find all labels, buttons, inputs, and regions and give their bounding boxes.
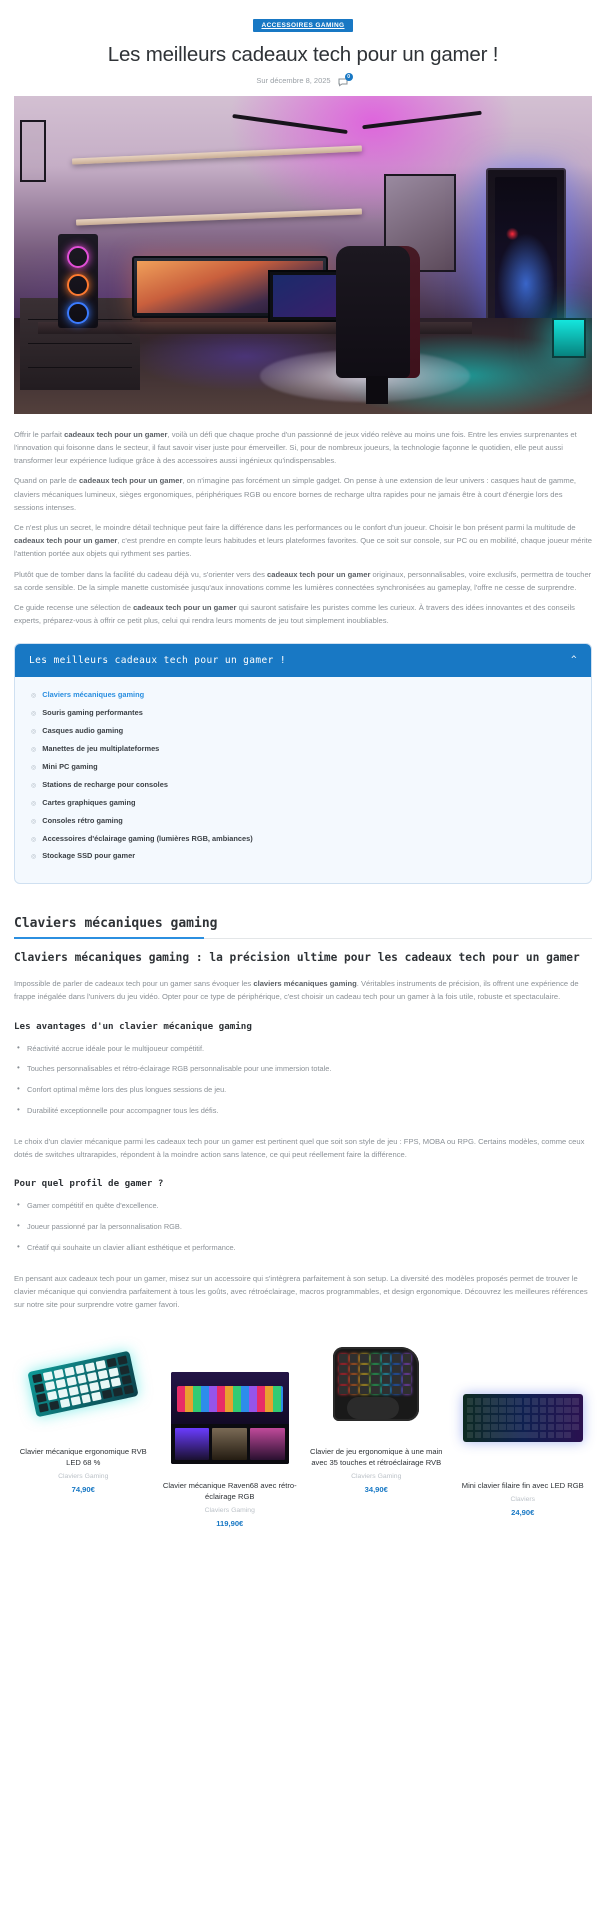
circle-dot-icon: ◎ [31, 854, 37, 861]
article-intro [0, 414, 606, 628]
circle-dot-icon: ◎ [31, 836, 37, 843]
intro-p2-text-c: , on n'imagine pas forcément un simple gadget. On pense à une extension de leur univers : casques haut de gamme, claviers mécaniques lumineux, sièges ergonomiques, périphériques RGB ou encore bornes de recharge ultra rapides pour ne jamais être à court d'énergie lors des sessions intenses. [14, 476, 577, 512]
hero-speaker [58, 234, 98, 328]
product-price: 74,90€ [71, 1485, 95, 1495]
toc-list [15, 677, 591, 883]
intro-paragraph-3 [14, 521, 592, 561]
section-paragraph-1 [14, 977, 592, 1003]
toc-link-stations-de-recharge-pour-consoles[interactable]: Stations de recharge pour consoles [42, 779, 168, 789]
list-item[interactable] [31, 851, 575, 861]
list-item[interactable] [31, 690, 575, 700]
circle-dot-icon: ◎ [31, 818, 37, 825]
section-p1-keyword: claviers mécaniques gaming [253, 979, 357, 989]
list-item[interactable] [31, 798, 575, 808]
heading-gamer-profile: Pour quel profil de gamer ? [14, 1178, 164, 1190]
circle-dot-icon: ◎ [31, 764, 37, 771]
list-item[interactable] [31, 762, 575, 772]
intro-paragraph-1 [14, 428, 592, 468]
toc-title: Les meilleurs cadeaux tech pour un gamer ! [29, 655, 287, 667]
section-paragraph-2: Le choix d'un clavier mécanique parmi les cadeaux tech pour un gamer est pertinent quel que soit son style de jeu : FPS, MOBA ou RPG. Certains modèles, comme ceux dotés de switches ultrarapides, répondent à la moindre action sans latence, ce qui peut réellement faire la différence. [14, 1136, 585, 1160]
table-of-contents [14, 643, 592, 884]
product-image-mini-wired-rgb-keyboard [454, 1364, 593, 1472]
list-item[interactable] [31, 708, 575, 718]
toc-link-casques-audio-gaming[interactable]: Casques audio gaming [42, 726, 124, 736]
product-image-mechanical-keyboard-teal-white [14, 1330, 153, 1438]
intro-p1-keyword: cadeaux tech pour un gamer [64, 429, 168, 439]
list-item: • Gamer compétitif en quête d'excellence. [14, 1200, 592, 1212]
comment-count-badge: 0 [345, 73, 353, 81]
intro-p5-keyword: cadeaux tech pour un gamer [133, 603, 237, 612]
product-image-raven68-rgb-keyboard [161, 1364, 300, 1472]
product-brand: Claviers Gaming [351, 1473, 402, 1481]
intro-p2-keyword: cadeaux tech pour un gamer [79, 476, 183, 486]
product-name[interactable]: Mini clavier filaire fin avec LED RGB [461, 1481, 584, 1491]
section-p1-text-a: Impossible de parler de cadeaux tech pour un gamer sans évoquer les [14, 979, 254, 989]
list-item: • Confort optimal même lors des plus longues sessions de jeu. [14, 1084, 592, 1096]
section-heading-claviers-mecaniques-gaming: Claviers mécaniques gaming [14, 916, 592, 939]
circle-dot-icon: ◎ [31, 711, 37, 718]
product-brand: Claviers [510, 1496, 536, 1504]
hero-gaming-chair [336, 246, 420, 378]
toc-link-mini-pc-gaming[interactable]: Mini PC gaming [42, 761, 98, 771]
list-item: • Créatif qui souhaite un clavier alliant esthétique et performance. [14, 1242, 592, 1254]
circle-dot-icon: ◎ [31, 729, 37, 736]
intro-paragraph-2 [14, 474, 592, 514]
intro-p4-text-a: Plutôt que de tomber dans la facilité du cadeau déjà vu, s'orienter vers des [14, 569, 268, 579]
intro-p4-keyword: cadeaux tech pour un gamer [267, 569, 371, 579]
section-p1-text-c: . Véritables instruments de précision, ils offrent une expérience de frappe inégalée dans l'univers du jeu vidéo. Opter pour ce type de périphérique, c'est choisir un cadeau tech pour un gamer à la fois utile, robuste et spectaculaire. [14, 979, 579, 1002]
product-price: 34,90€ [364, 1485, 388, 1495]
product-brand: Claviers Gaming [58, 1473, 109, 1481]
toc-link-cartes-graphiques-gaming[interactable]: Cartes graphiques gaming [42, 797, 136, 807]
list-item: • Durabilité exceptionnelle pour accompagner tous les défis. [14, 1105, 592, 1117]
circle-dot-icon: ◎ [31, 800, 37, 807]
intro-p3-keyword: cadeaux tech pour un gamer [14, 536, 118, 546]
list-item[interactable] [31, 744, 575, 754]
advantages-list [14, 1043, 592, 1117]
intro-p3-text-c: , c'est prendre en compte leurs habitudes et leurs plateformes favorites. Que ce soit sur console, sur PC ou en mobilité, chaque joueur mérite l'attention portée aux objets qui rythment ses parties. [14, 536, 593, 559]
toc-link-consoles-retro-gaming[interactable]: Consoles rétro gaming [42, 815, 123, 825]
intro-p4-text-c: originaux, personnalisables, voire exclusifs, permettra de toucher sa corde sensible. De la simple manette customisée jusqu'aux innovations comme les lumières connectées synchronisées au gameplay, l'offre ne cesse de surprendre. [14, 569, 592, 592]
intro-p2-text-a: Quand on parle de [14, 476, 80, 486]
circle-dot-icon: ◎ [31, 693, 37, 700]
list-item[interactable] [31, 834, 575, 844]
toc-link-stockage-ssd-pour-gamer[interactable]: Stockage SSD pour gamer [42, 851, 136, 861]
post-header [0, 0, 606, 86]
comment-icon[interactable] [338, 73, 350, 86]
product-image-one-hand-gaming-keypad [307, 1330, 446, 1438]
intro-p1-text-c: , voilà un défi que chaque proche d'un passionné de jeux vidéo relève au moins une fois. Entre les envies surprenantes et l'innovation qui foisonne dans le secteur, il faut savoir viser juste pour émerveiller. Si, pour de nombreux joueurs, la technologie façonne le quotidien, elle peut aussi transformer leur expérience ludique grâce à des accessoires aussi ingénieux qu'indispensables. [14, 429, 577, 466]
category-badge-wrap [16, 14, 590, 32]
list-item: • Touches personnalisables et rétro-éclairage RGB personnalisable pour une immersion totale. [14, 1063, 592, 1075]
circle-dot-icon: ◎ [31, 782, 37, 789]
intro-p5-text-a: Ce guide recense une sélection de [14, 603, 134, 612]
intro-p1-text-a: Offrir le parfait [14, 429, 65, 439]
list-item[interactable] [31, 726, 575, 736]
post-date: Sur décembre 8, 2025 [256, 76, 331, 86]
hero-image-wrap [0, 96, 606, 414]
list-item: • Réactivité accrue idéale pour le multijoueur compétitif. [14, 1043, 592, 1055]
toc-link-manettes-de-jeu-multiplateformes[interactable]: Manettes de jeu multiplateformes [42, 744, 160, 754]
section-paragraph-3: En pensant aux cadeaux tech pour un gamer, misez sur un accessoire qui s'intègrera parfaitement à son setup. La diversité des modèles proposés permet de trouver le clavier mécanique qui conviendra parfaitement à tous les goûts, avec rétroéclairage, macros programmables, et design ergonomique. Découvrez les meilleures références sur notre site pour surprendre votre gamer favori. [14, 1273, 588, 1310]
toc-link-claviers-mecaniques-gaming[interactable]: Claviers mécaniques gaming [42, 690, 145, 700]
intro-p3-text-a: Ce n'est plus un secret, le moindre détail technique peut faire la différence dans les performances ou le confort d'un joueur. Choisir le bon présent parmi la multitude de [14, 522, 576, 532]
heading-advantages: Les avantages d'un clavier mécanique gaming [14, 1020, 252, 1032]
toc-header-toggle[interactable] [15, 644, 591, 677]
product-card[interactable] [305, 1326, 448, 1498]
product-name[interactable]: Clavier de jeu ergonomique à une main avec 35 touches et rétroéclairage RVB [309, 1447, 443, 1468]
list-item[interactable] [31, 816, 575, 826]
list-item[interactable] [31, 780, 575, 790]
product-price: 24,90€ [511, 1508, 535, 1518]
product-name[interactable]: Clavier mécanique Raven68 avec rétro-éclairage RGB [162, 1481, 297, 1502]
intro-p5-text-c: qui sauront satisfaire les puristes comme les curieux. À travers des idées innovantes et des conseils experts, préparez-vous à offrir ce petit plus, celui qui rendra leurs moments de jeu tout simplement inoubliables. [14, 603, 575, 626]
product-brand: Claviers Gaming [204, 1507, 255, 1515]
profiles-list [14, 1200, 592, 1254]
product-name[interactable]: Clavier mécanique ergonomique RVB LED 68 % [19, 1447, 147, 1468]
chevron-up-icon[interactable]: ^ [571, 655, 577, 666]
product-card[interactable] [452, 1360, 595, 1521]
hero-secondary-monitor [268, 270, 344, 322]
product-price: 119,90€ [216, 1519, 244, 1529]
article-section-claviers [0, 902, 606, 1311]
circle-dot-icon: ◎ [31, 747, 37, 754]
category-badge[interactable]: ACCESSOIRES GAMING [253, 19, 352, 32]
product-grid [0, 1318, 606, 1556]
intro-paragraph-4 [14, 568, 592, 594]
section-subheading: Claviers mécaniques gaming : la précision ultime pour les cadeaux tech pour un gamer [14, 951, 580, 965]
intro-paragraph-5 [14, 601, 592, 627]
toc-link-souris-gaming-performantes[interactable]: Souris gaming performantes [42, 708, 143, 718]
hero-picture-frame [20, 120, 46, 182]
product-card[interactable] [159, 1360, 302, 1532]
list-item: • Joueur passionné par la personnalisation RGB. [14, 1221, 592, 1233]
product-card[interactable] [12, 1326, 155, 1498]
post-meta [16, 73, 590, 86]
page-title: Les meilleurs cadeaux tech pour un gamer ! [107, 43, 499, 67]
hero-image-gaming-room [14, 96, 592, 414]
toc-link-accessoires-eclairage-gaming[interactable]: Accessoires d'éclairage gaming (lumières RGB, ambiances) [42, 833, 253, 843]
hero-rgb-lamp [552, 318, 586, 358]
